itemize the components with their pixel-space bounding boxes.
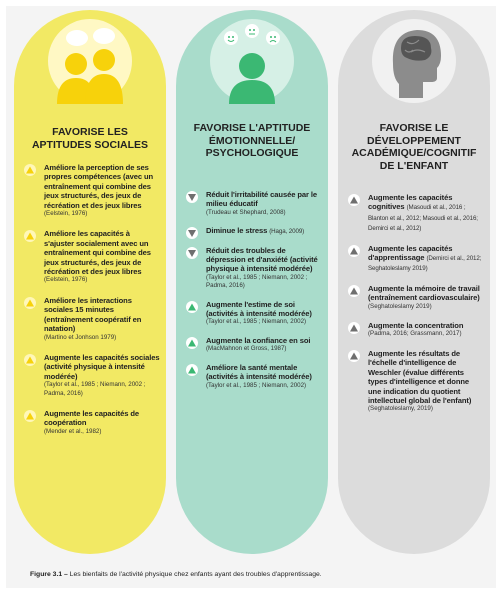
triangle-up-icon xyxy=(348,245,360,257)
triangle-up-icon xyxy=(24,354,36,366)
list-item xyxy=(346,284,484,311)
column-title: FAVORISE LE DÉVELOPPEMENT ACADÉMIQUE/COGNITIF DE L'ENFANT xyxy=(351,122,477,172)
benefit-text: Diminue le stress (Haga, 2009) xyxy=(206,226,305,236)
benefit-text: Améliore les capacités à s'ajuster socialement avec un entraînement qui combine des jeux structurés, des jeux de récréation et des jeux libres xyxy=(44,229,151,277)
benefit-reference: (MacMahnon et Gross, 1987) xyxy=(206,345,287,353)
benefit-reference: (Martino et Jonhson 1979) xyxy=(44,333,117,341)
benefit-reference: (Seghatoleslamy 2019) xyxy=(368,302,432,310)
triangle-up-icon xyxy=(348,350,360,362)
benefit-text: Améliore la perception de ses propres compétences (avec un entraînement qui combine des jeux structurés, des jeux de récréation et des jeux libres xyxy=(44,163,154,210)
triangle-up-icon xyxy=(24,410,36,422)
figure-caption xyxy=(30,571,490,578)
triangle-up-icon xyxy=(348,285,360,297)
benefit-text: Réduit l'irritabilité causée par le milieu éducatif xyxy=(206,190,317,209)
benefit-text: Augmente les capacités d'apprentissage (Demirci et al., 2012; Seghatoleslamy 2019) xyxy=(368,243,482,273)
list-item xyxy=(184,336,322,354)
benefit-reference: (Eelstein, 1976) xyxy=(44,276,88,284)
column-emotional xyxy=(176,10,328,554)
benefit-reference: (Masoudi et al., 2016 ; Blanton et al., 2012; Masoudi et al., 2016; Demirci et al., 2012) xyxy=(368,204,478,233)
two-people-speech-bubble-icon xyxy=(47,18,133,104)
column-title: FAVORISE L'APTITUDE ÉMOTIONNELLE/ PSYCHOLOGIQUE xyxy=(193,122,311,159)
list-item xyxy=(22,163,160,218)
list-item xyxy=(184,226,322,236)
triangle-up-icon xyxy=(186,337,198,349)
benefit-reference: (Demirci et al., 2012; Seghatoleslamy 2019) xyxy=(368,255,482,273)
benefit-text: Augmente la confiance en soi xyxy=(206,335,311,345)
triangle-up-icon xyxy=(186,301,198,313)
benefit-reference: (Mender et al., 1982) xyxy=(44,427,102,435)
list-item xyxy=(346,244,484,274)
triangle-up-icon xyxy=(24,164,36,176)
triangle-up-icon xyxy=(348,322,360,334)
benefit-reference: (Taylor et al., 1985 ; Niemann, 2002 ; Padma, 2016) xyxy=(44,381,146,397)
benefit-text: Réduit des troubles de dépression et d'anxiété (activité physique à intensité modérée) xyxy=(206,245,318,274)
triangle-down-icon xyxy=(186,247,198,259)
list-item xyxy=(346,321,484,339)
triangle-down-icon xyxy=(186,227,198,239)
benefit-reference: (Taylor et al., 1985 ; Niemann, 2002) xyxy=(206,381,307,389)
triangle-down-icon xyxy=(186,191,198,203)
list-item xyxy=(22,296,160,342)
benefit-text: Augmente les résultats de l'échelle d'intelligence de Weschler (évalue différents types d'intelligence et donne une indication du quotient intellectuel global de l'enfant) xyxy=(368,348,472,405)
list-item xyxy=(22,353,160,398)
column-social-skills xyxy=(14,10,166,554)
benefit-text: Augmente les capacités cognitives (Masoudi et al., 2016 ; Blanton et al., 2012; Masoudi et al., 2016; Demirci et al., 2012) xyxy=(368,193,478,233)
benefit-reference: (Padma, 2016; Grassmann, 2017) xyxy=(368,330,462,338)
benefit-reference: (Haga, 2009) xyxy=(269,228,305,236)
column-title: FAVORISE LES APTITUDES SOCIALES xyxy=(31,126,149,151)
benefit-list xyxy=(184,190,322,399)
caption-text: Les bienfaits de l'activité physique chez enfants ayant des troubles d'apprentissage. xyxy=(69,571,322,578)
benefit-reference: (Seghatoleslamy, 2019) xyxy=(368,405,433,413)
list-item xyxy=(346,349,484,414)
list-item xyxy=(346,193,484,234)
triangle-up-icon xyxy=(24,297,36,309)
benefit-text: Augmente la mémoire de travail (entraînement cardiovasculaire) xyxy=(368,283,480,303)
benefit-text: Améliore la santé mentale (activités à intensité modérée) xyxy=(206,362,312,382)
list-item xyxy=(184,246,322,291)
caption-label: Figure 3.1 – xyxy=(30,571,68,578)
benefit-reference: (Taylor et al., 1985 ; Niemann, 2002) xyxy=(206,318,307,326)
head-brain-icon xyxy=(371,18,457,104)
benefit-reference: (Taylor et al., 1985 ; Niemann, 2002 ; Padma, 2016) xyxy=(206,273,308,290)
triangle-up-icon xyxy=(348,194,360,206)
benefit-text: Augmente les capacités sociales (activité physique à intensité modérée) xyxy=(44,352,160,381)
benefit-text: Augmente la concentration xyxy=(368,321,464,331)
benefit-list xyxy=(22,163,160,447)
benefit-reference: (Trudeau et Shephard, 2008) xyxy=(206,208,286,216)
benefit-text: Augmente les capacités de coopération xyxy=(44,408,139,428)
list-item xyxy=(22,409,160,436)
list-item xyxy=(184,363,322,390)
benefit-reference: (Eelstein, 1976) xyxy=(44,210,88,218)
list-item xyxy=(184,190,322,217)
list-item xyxy=(22,229,160,284)
triangle-up-icon xyxy=(186,364,198,376)
triangle-up-icon xyxy=(24,230,36,242)
list-item xyxy=(184,300,322,327)
column-cognitive xyxy=(338,10,490,554)
benefit-text: Améliore les interactions sociales 15 minutes (entraînement coopératif en natation) xyxy=(44,295,142,334)
benefit-text: Augmente l'estime de soi (activités à intensité modérée) xyxy=(206,299,312,319)
emotion-faces-icon xyxy=(209,18,295,104)
benefit-list xyxy=(346,193,484,424)
